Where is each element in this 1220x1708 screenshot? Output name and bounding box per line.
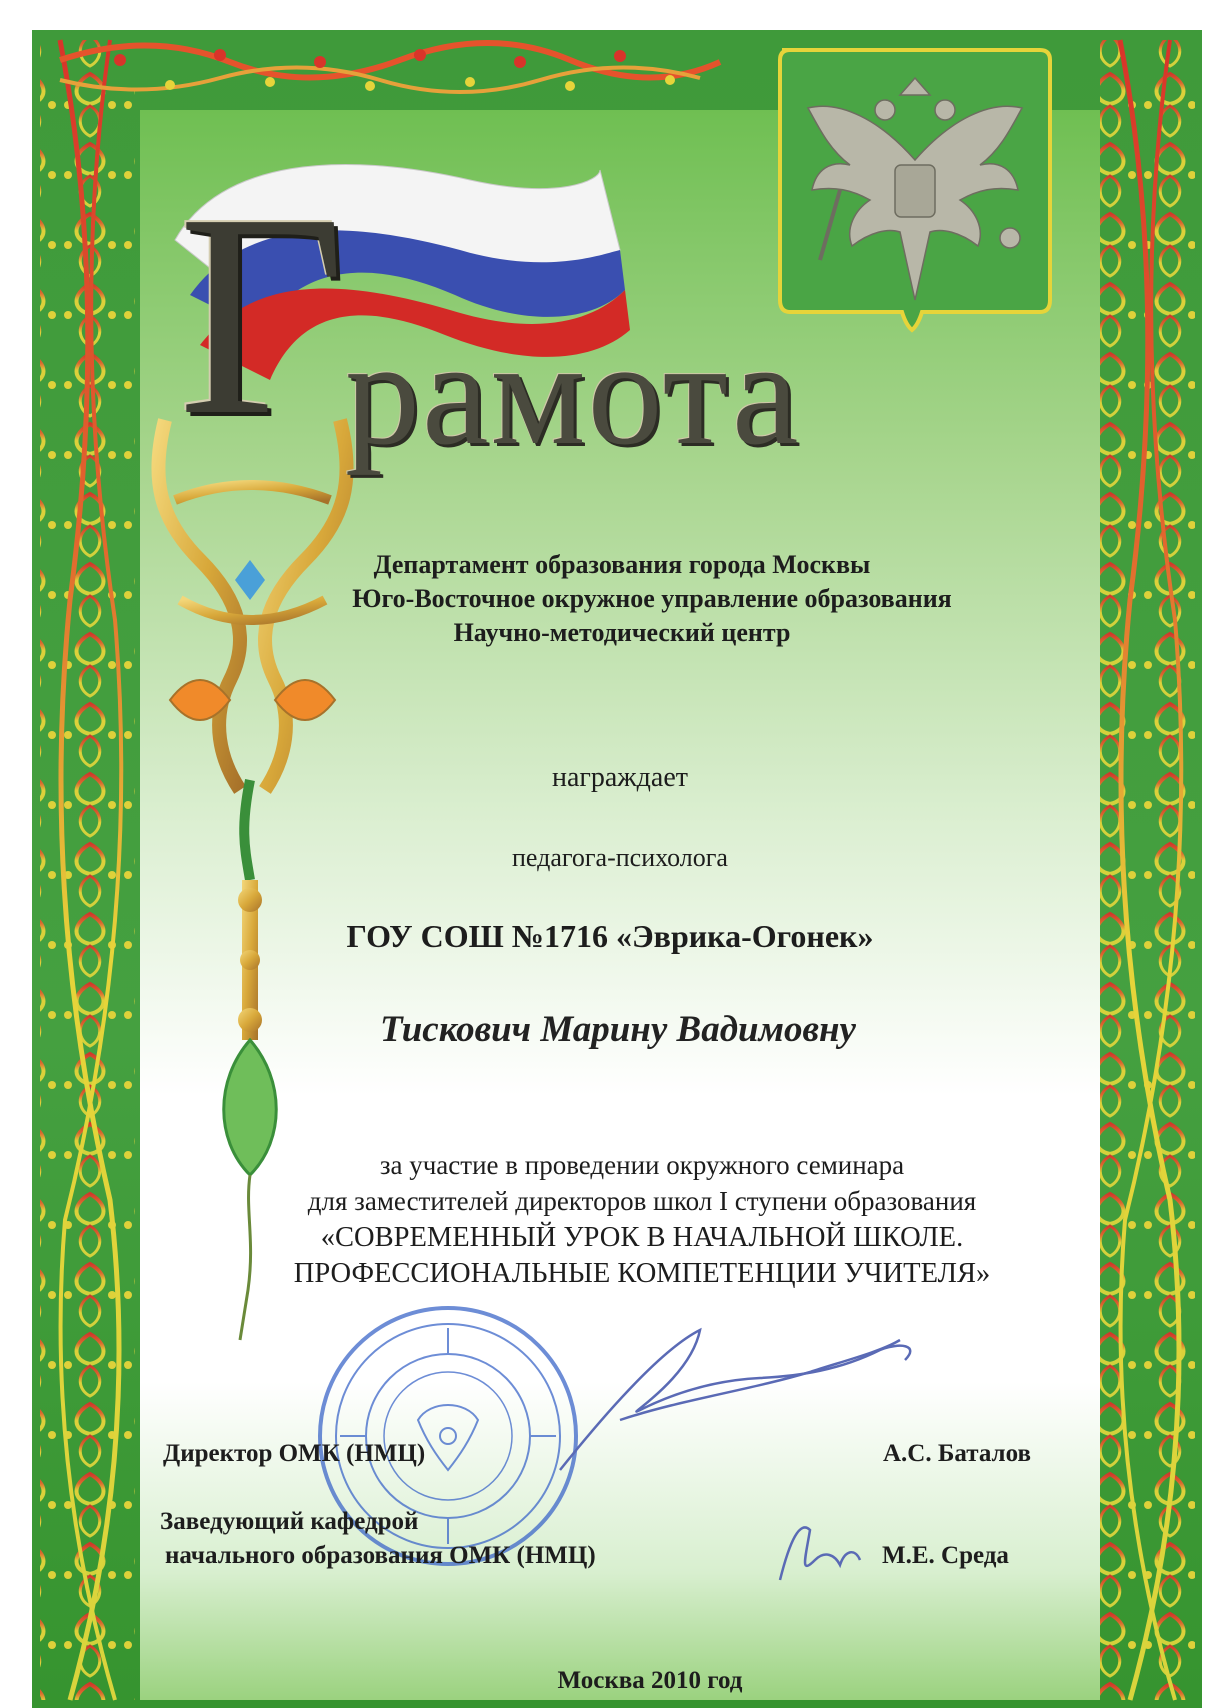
recipient-name: Тискович Марину Вадимовну (380, 1009, 856, 1050)
emblem-frame (780, 50, 1050, 330)
title-initial: Г (178, 154, 346, 475)
reason-line-1: за участие в проведении окружного семинара (379, 1150, 905, 1180)
issuer-line-3: Научно-методический центр (453, 618, 791, 647)
school-name: ГОУ СОШ №1716 «Эврика-Огонек» (346, 918, 874, 954)
reason-line-4: ПРОФЕССИОНАЛЬНЫЕ КОМПЕТЕНЦИИ УЧИТЕЛЯ» (293, 1258, 991, 1289)
position: педагога-психолога (512, 843, 728, 872)
certificate-title: рамота (345, 310, 801, 476)
reason-line-3: «СОВРЕМЕННЫЙ УРОК В НАЧАЛЬНОЙ ШКОЛЕ. (320, 1222, 964, 1253)
signatory-1-name: А.С. Баталов (883, 1440, 1031, 1467)
signatory-2-name: М.Е. Среда (882, 1542, 1009, 1569)
place-date: Москва 2010 год (557, 1667, 743, 1694)
signatory-2-role-line-2: начального образования ОМК (НМЦ) (165, 1542, 596, 1569)
issuer-line-2: Юго-Восточное окружное управление образования (352, 584, 952, 613)
signatory-1-role: Директор ОМК (НМЦ) (163, 1440, 426, 1467)
issuer-line-1: Департамент образования города Москвы (373, 550, 871, 579)
awards-word: награждает (551, 762, 688, 793)
reason-line-2: для заместителей директоров школ I ступени образования (307, 1186, 977, 1216)
signatory-2-role-line-1: Заведующий кафедрой (160, 1508, 419, 1535)
